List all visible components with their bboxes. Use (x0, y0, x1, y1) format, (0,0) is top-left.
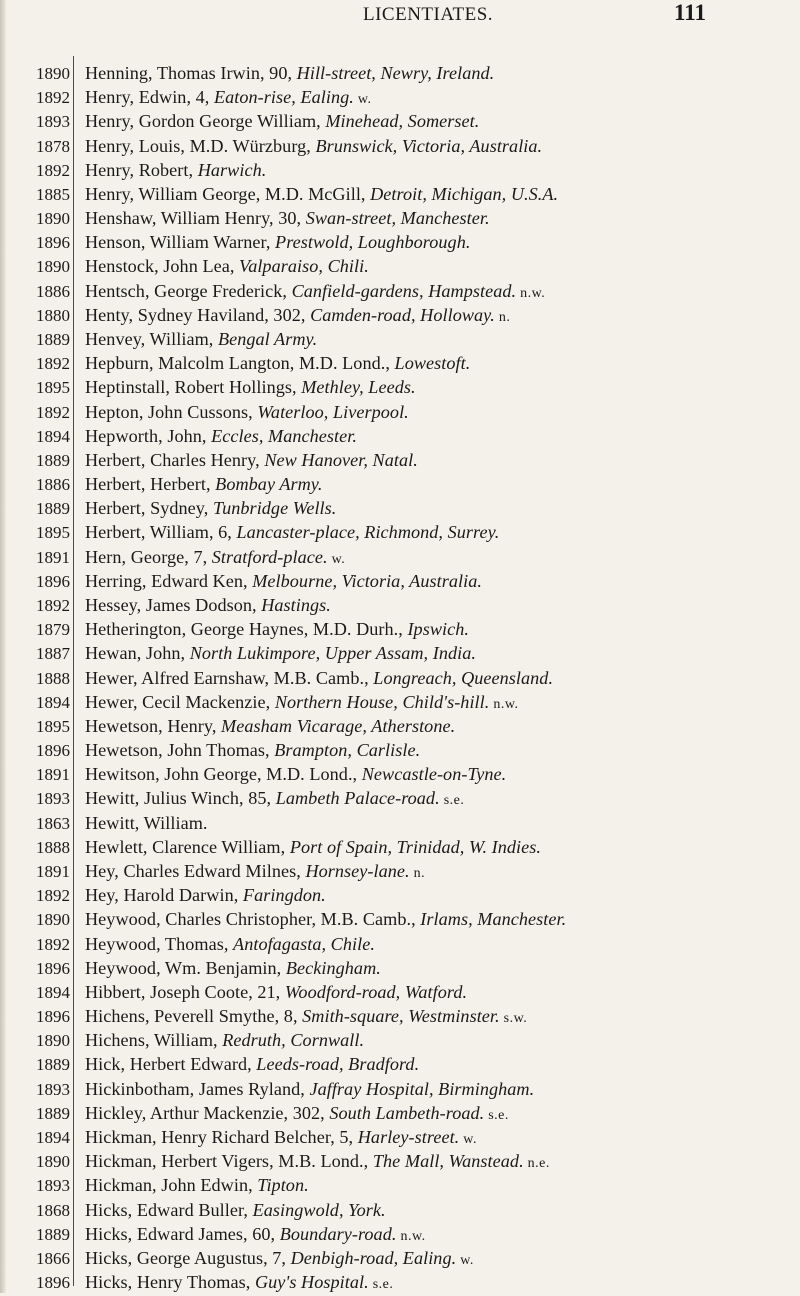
entry-name: Herbert, Sydney, (85, 498, 213, 519)
entry-address: Harwich. (197, 159, 267, 180)
entry-year: 1894 (36, 1127, 70, 1147)
entry-address: Detroit, Michigan, U.S.A. (370, 183, 559, 204)
entry-name: Heptinstall, Robert Hollings, (85, 377, 302, 398)
entry-address: Melbourne, Victoria, Australia. (252, 570, 482, 591)
entry-year: 1889 (36, 1224, 70, 1244)
entry-address: Hornsey-lane. (305, 860, 410, 881)
entry-name: Heywood, Charles Christopher, M.B. Camb., (85, 909, 421, 930)
entry-text (85, 1199, 386, 1224)
entry-address: Port of Spain, Trinidad, W. Indies. (289, 836, 542, 857)
entry-name: Hern, George, 7, (85, 546, 212, 567)
entry-address: Brampton, Carlisle. (274, 740, 421, 760)
entry-text (85, 135, 542, 160)
entry-text (85, 787, 464, 812)
entry-name: Hickman, John Edwin, (85, 1175, 258, 1196)
entry-name: Hickman, Herbert Vigers, M.B. Lond., (85, 1151, 373, 1172)
entry-text (85, 691, 519, 716)
entry-year: 1892 (36, 402, 70, 422)
entry-text (85, 1223, 426, 1248)
entry-text (85, 110, 479, 135)
entry-year: 1892 (36, 886, 70, 906)
entry-year: 1895 (36, 523, 70, 543)
entry-address: Tunbridge Wells. (212, 498, 337, 519)
entry-name: Hibbert, Joseph Coote, 21, (85, 981, 285, 1002)
entry-address: Leeds-road, Bradford. (256, 1054, 420, 1075)
entry-year: 1896 (36, 958, 70, 978)
entry-text (85, 570, 482, 595)
entry-address: Antofagasta, Chile. (233, 933, 375, 954)
entry-year: 1894 (36, 982, 70, 1002)
entry-text (85, 280, 545, 305)
entry-postal-district: n.e. (523, 1156, 550, 1172)
entry-name: Hepburn, Malcolm Langton, M.D. Lond., (85, 353, 395, 374)
entry-text (85, 449, 418, 474)
entry-year: 1893 (36, 1176, 70, 1196)
entry-year: 1889 (36, 330, 70, 349)
entry-name: Henry, Robert, (85, 159, 198, 180)
entry-text (85, 1247, 474, 1272)
entry-name: Henson, William Warner, (85, 232, 276, 253)
entry-year: 1891 (36, 765, 70, 785)
entry-postal-district: n.w. (516, 285, 546, 301)
entry-year: 1885 (36, 184, 70, 204)
entry-year: 1892 (36, 596, 70, 615)
entry-year: 1890 (36, 1031, 70, 1051)
entry-name: Hewitt, Julius Winch, 85, (85, 788, 276, 809)
entry-text (85, 957, 381, 982)
entry-text (85, 667, 553, 692)
entry-name: Hewer, Cecil Mackenzie, (85, 691, 275, 712)
entry-year: 1878 (36, 136, 70, 156)
entry-year: 1889 (36, 1055, 70, 1075)
entry-postal-district: n.w. (489, 696, 519, 712)
entry-name: Hewan, John, (85, 643, 190, 664)
entry-name: Herbert, Herbert, (85, 474, 216, 495)
entry-text (85, 304, 510, 329)
entry-year: 1890 (36, 910, 70, 930)
entry-address: Swan-street, Manchester. (305, 208, 490, 229)
entry-name: Heywood, Thomas, (85, 933, 234, 954)
entry-postal-district: s.e. (484, 1107, 509, 1123)
entry-address: Ipswich. (407, 619, 469, 640)
entry-postal-district: n. (494, 309, 511, 325)
entry-address: Irlams, Manchester. (420, 909, 567, 930)
entry-address: Camden-road, Holloway. (310, 304, 495, 325)
entry-address: Woodford-road, Watford. (284, 981, 468, 1002)
entry-name: Hewetson, Henry, (85, 715, 222, 736)
entry-year: 1886 (36, 281, 70, 301)
entry-year: 1892 (36, 160, 70, 180)
entry-address: Guy's Hospital. (254, 1272, 369, 1292)
entry-text (85, 836, 541, 861)
entry-year: 1889 (36, 499, 70, 519)
entry-name: Hichens, Peverell Smythe, 8, (85, 1006, 303, 1026)
entry-text (85, 255, 369, 280)
entry-year: 1892 (36, 88, 70, 108)
entry-year: 1888 (36, 668, 70, 688)
entry-postal-district: n.w. (396, 1228, 426, 1244)
entry-postal-district: s.e. (368, 1277, 394, 1292)
entry-text (85, 207, 490, 232)
entry-text (85, 497, 336, 522)
entry-year: 1880 (36, 305, 70, 325)
entry-address: Longreach, Queensland. (373, 667, 554, 688)
entry-address: South Lambeth-road. (329, 1102, 485, 1123)
entry-text (85, 183, 558, 208)
entry-postal-district: s.e. (439, 793, 465, 809)
entry-year: 1889 (36, 450, 70, 470)
entry-address: New Hanover, Natal. (264, 449, 418, 470)
entry-address: Measham Vicarage, Atherstone. (221, 715, 456, 736)
entry-text (85, 546, 345, 571)
entry-text (85, 401, 409, 426)
entry-name: Hepton, John Cussons, (85, 401, 258, 422)
entry-name: Henry, Gordon George William, (85, 111, 326, 132)
entry-address: Smith-square, Westminster. (302, 1006, 500, 1026)
entry-year: 1896 (36, 1273, 70, 1292)
entry-name: Hick, Herbert Edward, (85, 1054, 257, 1075)
entry-address: Stratford-place. (211, 546, 328, 567)
entry-year: 1896 (36, 741, 70, 760)
entry-name: Hessey, James Dodson, (85, 595, 262, 615)
year-column-rule (73, 56, 74, 1286)
entry-name: Henning, Thomas Irwin, 90, (85, 63, 297, 83)
entry-year: 1895 (36, 378, 70, 398)
entry-year: 1896 (36, 233, 70, 253)
entry-text (85, 231, 470, 256)
entry-name: Hentsch, George Frederick, (85, 280, 292, 301)
entry-text (85, 594, 331, 619)
entry-address: Brunswick, Victoria, Australia. (315, 135, 543, 156)
entry-year: 1892 (36, 934, 70, 954)
entry-address: Valparaiso, Chili. (239, 256, 369, 277)
entry-address: Lowestoft. (394, 353, 471, 374)
entry-name: Hickinbotham, James Ryland, (85, 1078, 310, 1099)
entry-year: 1868 (36, 1200, 70, 1220)
page-header (0, 0, 800, 40)
entry-year: 1893 (36, 1079, 70, 1099)
entry-text (85, 715, 455, 740)
entry-name: Hicks, Henry Thomas, (85, 1272, 255, 1292)
entry-text (85, 1053, 419, 1078)
entry-postal-district: w. (353, 92, 372, 108)
entry-text (85, 618, 469, 643)
entry-address: Eaton-rise, Ealing. (213, 87, 354, 108)
page-number: 111 (674, 0, 706, 25)
entry-text (85, 933, 375, 958)
entry-address: Hill-street, Newry, Ireland. (296, 63, 495, 83)
entry-postal-district: s.w. (499, 1011, 528, 1026)
entry-year: 1895 (36, 716, 70, 736)
entry-name: Herbert, William, 6, (85, 522, 237, 543)
entry-year: 1886 (36, 475, 70, 495)
entry-year: 1890 (36, 257, 70, 277)
entry-text (85, 812, 207, 837)
entry-address: Boundary-road. (279, 1223, 397, 1244)
entry-postal-district: w. (327, 551, 346, 567)
entry-text (85, 860, 425, 885)
entry-name: Henry, Edwin, 4, (85, 87, 214, 108)
entry-name: Hey, Charles Edward Milnes, (85, 860, 306, 881)
entry-address: Bengal Army. (217, 329, 318, 349)
entry-name: Hicks, George Augustus, 7, (85, 1247, 291, 1268)
entry-text (85, 1174, 309, 1199)
entry-year: 1889 (36, 1103, 70, 1123)
entry-name: Hicks, Edward Buller, (85, 1199, 253, 1220)
entry-text (85, 1005, 527, 1030)
entry-address: Methley, Leeds. (301, 377, 416, 398)
entry-name: Heywood, Wm. Benjamin, (85, 957, 286, 978)
entry-address: Tipton. (257, 1175, 309, 1196)
entry-address: Jaffray Hospital, Birmingham. (309, 1078, 535, 1099)
entry-address: Harley-street. (357, 1126, 460, 1147)
entry-name: Hickman, Henry Richard Belcher, 5, (85, 1126, 358, 1147)
entry-address: Denbigh-road, Ealing. (290, 1247, 457, 1268)
entry-year: 1890 (36, 209, 70, 229)
entry-text (85, 739, 420, 764)
page-edge-shadow (0, 0, 6, 1293)
entry-address: Beckingham. (285, 957, 381, 978)
entry-year: 1891 (36, 861, 70, 881)
entry-year: 1893 (36, 789, 70, 809)
entry-text (85, 1029, 364, 1054)
entry-year: 1863 (36, 813, 70, 833)
entry-year: 1893 (36, 112, 70, 132)
entry-address: Faringdon. (242, 885, 326, 906)
entry-name: Hicks, Edward James, 60, (85, 1223, 280, 1244)
running-title: LICENTIATES. (363, 4, 494, 25)
entry-year: 1879 (36, 620, 70, 640)
entry-text (85, 86, 372, 111)
entry-text (85, 328, 317, 353)
entry-name: Henstock, John Lea, (85, 256, 240, 277)
entry-postal-district: w. (459, 1131, 477, 1147)
entry-name: Hewer, Alfred Earnshaw, M.B. Camb., (85, 667, 374, 688)
entry-postal-district: w. (456, 1252, 474, 1268)
entry-text (85, 1102, 509, 1127)
entry-text (85, 473, 323, 498)
entry-name: Henty, Sydney Haviland, 302, (85, 304, 311, 325)
entry-address: Hastings. (261, 595, 331, 615)
entry-address: Waterloo, Liverpool. (257, 401, 409, 422)
entry-year: 1866 (36, 1248, 70, 1268)
entry-text (85, 352, 470, 377)
entry-year: 1894 (36, 426, 70, 446)
entry-address: Minehead, Somerset. (325, 111, 480, 132)
entry-text (85, 62, 494, 87)
entry-text (85, 1078, 534, 1103)
entry-name: Herbert, Charles Henry, (85, 449, 265, 470)
entry-address: Northern House, Child's-hill. (274, 691, 490, 712)
entry-text (85, 884, 326, 909)
entry-text (85, 1150, 550, 1175)
entry-year: 1890 (36, 1152, 70, 1172)
entry-name: Hickley, Arthur Mackenzie, 302, (85, 1102, 330, 1123)
entry-name: Hewetson, John Thomas, (85, 740, 275, 760)
entry-name: Hetherington, George Haynes, M.D. Durh., (85, 619, 408, 640)
entry-name: Hichens, William, (85, 1030, 223, 1051)
entry-address: Redruth, Cornwall. (222, 1030, 365, 1051)
entry-text (85, 425, 357, 450)
entry-name: Hewitson, John George, M.D. Lond., (85, 764, 362, 785)
entry-text (85, 1271, 393, 1296)
entry-address: Eccles, Manchester. (211, 425, 357, 446)
entry-address: Easingwold, York. (252, 1199, 386, 1220)
entry-text (85, 642, 476, 667)
entry-address: The Mall, Wanstead. (372, 1151, 524, 1172)
entry-year: 1896 (36, 1007, 70, 1026)
entry-address: North Lukimpore, Upper Assam, India. (189, 643, 476, 664)
entry-name: Herring, Edward Ken, (85, 570, 253, 591)
entry-address: Lancaster-place, Richmond, Surrey. (236, 522, 500, 543)
entry-text (85, 521, 499, 546)
entry-name: Henshaw, William Henry, 30, (85, 208, 306, 229)
entry-year: 1896 (36, 571, 70, 591)
entry-text (85, 376, 416, 401)
entry-year: 1894 (36, 692, 70, 712)
entry-name: Hewitt, William. (85, 812, 208, 833)
entry-year: 1888 (36, 837, 70, 857)
entry-text (85, 159, 266, 184)
entry-address: Lambeth Palace-road. (275, 788, 440, 809)
entry-text (85, 981, 467, 1006)
entry-address: Canfield-gardens, Hampstead. (291, 280, 517, 301)
entry-text (85, 763, 506, 788)
entry-address: Newcastle-on-Tyne. (361, 764, 507, 785)
entry-text (85, 908, 566, 933)
entry-name: Hepworth, John, (85, 425, 212, 446)
entry-text (85, 1126, 477, 1151)
entry-year: 1887 (36, 644, 70, 664)
entry-postal-district: n. (409, 865, 426, 881)
entry-year: 1890 (36, 64, 70, 83)
entry-year: 1891 (36, 547, 70, 567)
entry-address: Prestwold, Loughborough. (275, 232, 471, 253)
entry-name: Hey, Harold Darwin, (85, 885, 243, 906)
entry-name: Henry, Louis, M.D. Würzburg, (85, 135, 316, 156)
entry-name: Henvey, William, (85, 329, 218, 349)
entry-address: Bombay Army. (215, 474, 323, 495)
entry-name: Hewlett, Clarence William, (85, 836, 290, 857)
entry-name: Henry, William George, M.D. McGill, (85, 183, 371, 204)
entry-year: 1892 (36, 354, 70, 374)
